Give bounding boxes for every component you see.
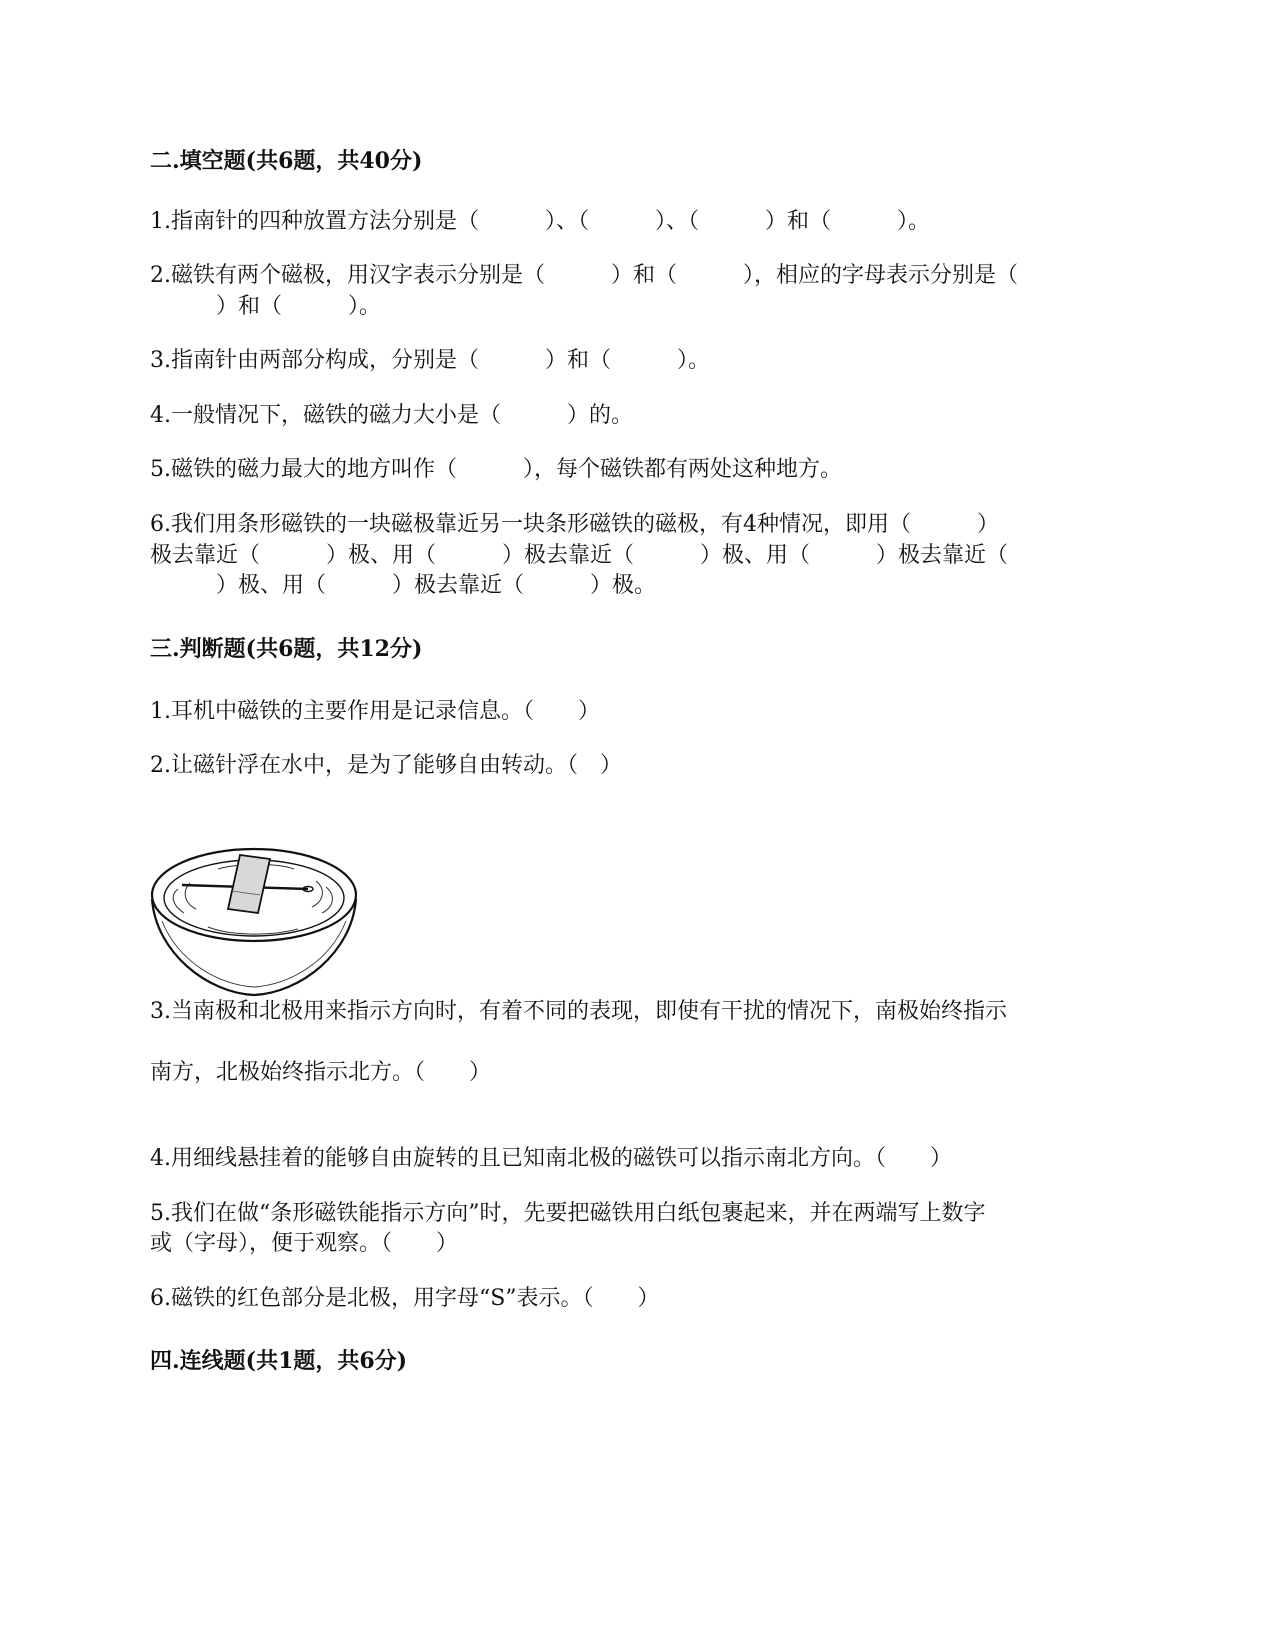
fill-question-1: 1.指南针的四种放置方法分别是（ ）、（ ）、（ ）和（ ）。 [150, 209, 930, 234]
section3-heading: 三.判断题(共6题，共12分) [150, 636, 423, 662]
fill-question-6-line3: ）极、用（ ）极去靠近（ ）极。 [150, 573, 657, 598]
fill-question-6-line1: 6.我们用条形磁铁的一块磁极靠近另一块条形磁铁的磁极，有4种情况，即用（ ） [150, 512, 999, 537]
judge-question-3-line1: 3.当南极和北极用来指示方向时，有着不同的表现，即使有干扰的情况下，南极始终指示 [150, 999, 1007, 1024]
fill-question-3: 3.指南针由两部分构成，分别是（ ）和（ ）。 [150, 348, 710, 373]
judge-question-5-line2: 或（字母），便于观察。（ ） [150, 1231, 459, 1256]
judge-question-3-line2: 南方，北极始终指示北方。（ ） [150, 1060, 492, 1085]
judge-question-2: 2.让磁针浮在水中，是为了能够自由转动。（ ） [150, 753, 622, 778]
section4-heading: 四.连线题(共1题，共6分) [150, 1348, 408, 1374]
judge-question-5-line1: 5.我们在做“条形磁铁能指示方向”时，先要把磁铁用白纸包裹起来，并在两端写上数字 [150, 1201, 986, 1226]
judge-question-4: 4.用细线悬挂着的能够自由旋转的且已知南北极的磁铁可以指示南北方向。（ ） [150, 1146, 952, 1171]
fill-question-6-line2: 极去靠近（ ）极、用（ ）极去靠近（ ）极、用（ ）极去靠近（ [150, 543, 1009, 568]
fill-question-2-line2: ）和（ ）。 [150, 294, 382, 319]
fill-question-4: 4.一般情况下，磁铁的磁力大小是（ ）的。 [150, 403, 633, 428]
judge-question-1: 1.耳机中磁铁的主要作用是记录信息。（ ） [150, 699, 600, 724]
bowl-with-floating-needle-icon [148, 843, 360, 999]
section2-heading: 二.填空题(共6题，共40分) [150, 148, 423, 174]
fill-question-5: 5.磁铁的磁力最大的地方叫作（ ），每个磁铁都有两处这种地方。 [150, 457, 842, 482]
judge-question-6: 6.磁铁的红色部分是北极，用字母“S”表示。（ ） [150, 1286, 660, 1311]
fill-question-2-line1: 2.磁铁有两个磁极，用汉字表示分别是（ ）和（ ），相应的字母表示分别是（ [150, 263, 1018, 288]
